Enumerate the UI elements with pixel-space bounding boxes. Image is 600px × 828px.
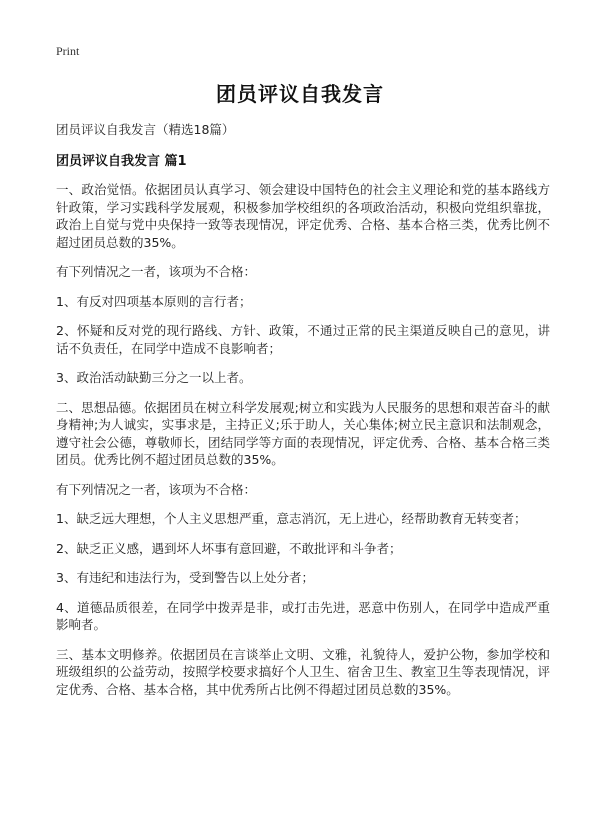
list-item: 3、政治活动缺勤三分之一以上者。: [56, 370, 252, 385]
document-subtitle: 团员评议自我发言（精选18篇）: [56, 122, 235, 137]
list-item: 2、怀疑和反对党的现行路线、方针、政策，不通过正常的民主渠道反映自己的意见，讲话不负责任，在同学中造成不良影响者；: [56, 323, 550, 356]
list-item: 1、缺乏远大理想，个人主义思想严重，意志消沉，无上进心，经帮助教育无转变者；: [56, 511, 527, 526]
paragraph-fail-conditions-1: 有下列情况之一者，该项为不合格：: [56, 264, 257, 279]
list-item: 2、缺乏正义感，遇到坏人坏事有意回避，不敢批评和斗争者；: [56, 540, 402, 556]
list-item: 1、有反对四项基本原则的言行者；: [56, 293, 252, 309]
paragraph-political: 一、政治觉悟。依据团员认真学习、领会建设中国特色的社会主义理论和党的基本路线方针政策，学习实践科学发展观，积极参加学校组织的各项政治活动，积极向党组织靠拢，政治上自觉与党中央保持一致等表现情况，评定优秀、合格、基本合格三类，优秀比例不超过团员总数的35%。: [56, 182, 550, 250]
print-label[interactable]: Print: [56, 44, 80, 58]
list-item: 4、道德品质很差，在同学中拨弄是非，或打击先进，恶意中伤别人，在同学中造成严重影响者。: [56, 599, 550, 632]
section-heading: 团员评议自我发言 篇1: [56, 154, 187, 169]
page-title: 团员评议自我发言: [216, 82, 384, 106]
paragraph-moral: 二、思想品德。依据团员在树立科学发展观;树立和实践为人民服务的思想和艰苦奋斗的献身精神;为人诚实，实事求是，主持正义;乐于助人，关心集体;树立民主意识和法制观念，遵守社会公德，尊敬师长，团结同学等方面的表现情况，评定优秀、合格、基本合格三类团员。优秀比例不超过团员总数的35%。: [56, 399, 550, 467]
paragraph-civility: 三、基本文明修养。依据团员在言谈举止文明、文雅，礼貌待人，爱护公物，参加学校和班级组织的公益劳动，按照学校要求搞好个人卫生、宿舍卫生、教室卫生等表现情况，评定优秀、合格、基本合格，其中优秀所占比例不得超过团员总数的35%。: [56, 646, 550, 697]
document-body: [56, 181, 550, 710]
list-item: 3、有违纪和违法行为，受到警告以上处分者；: [56, 570, 314, 585]
paragraph-fail-conditions-2: 有下列情况之一者，该项为不合格：: [56, 481, 257, 497]
